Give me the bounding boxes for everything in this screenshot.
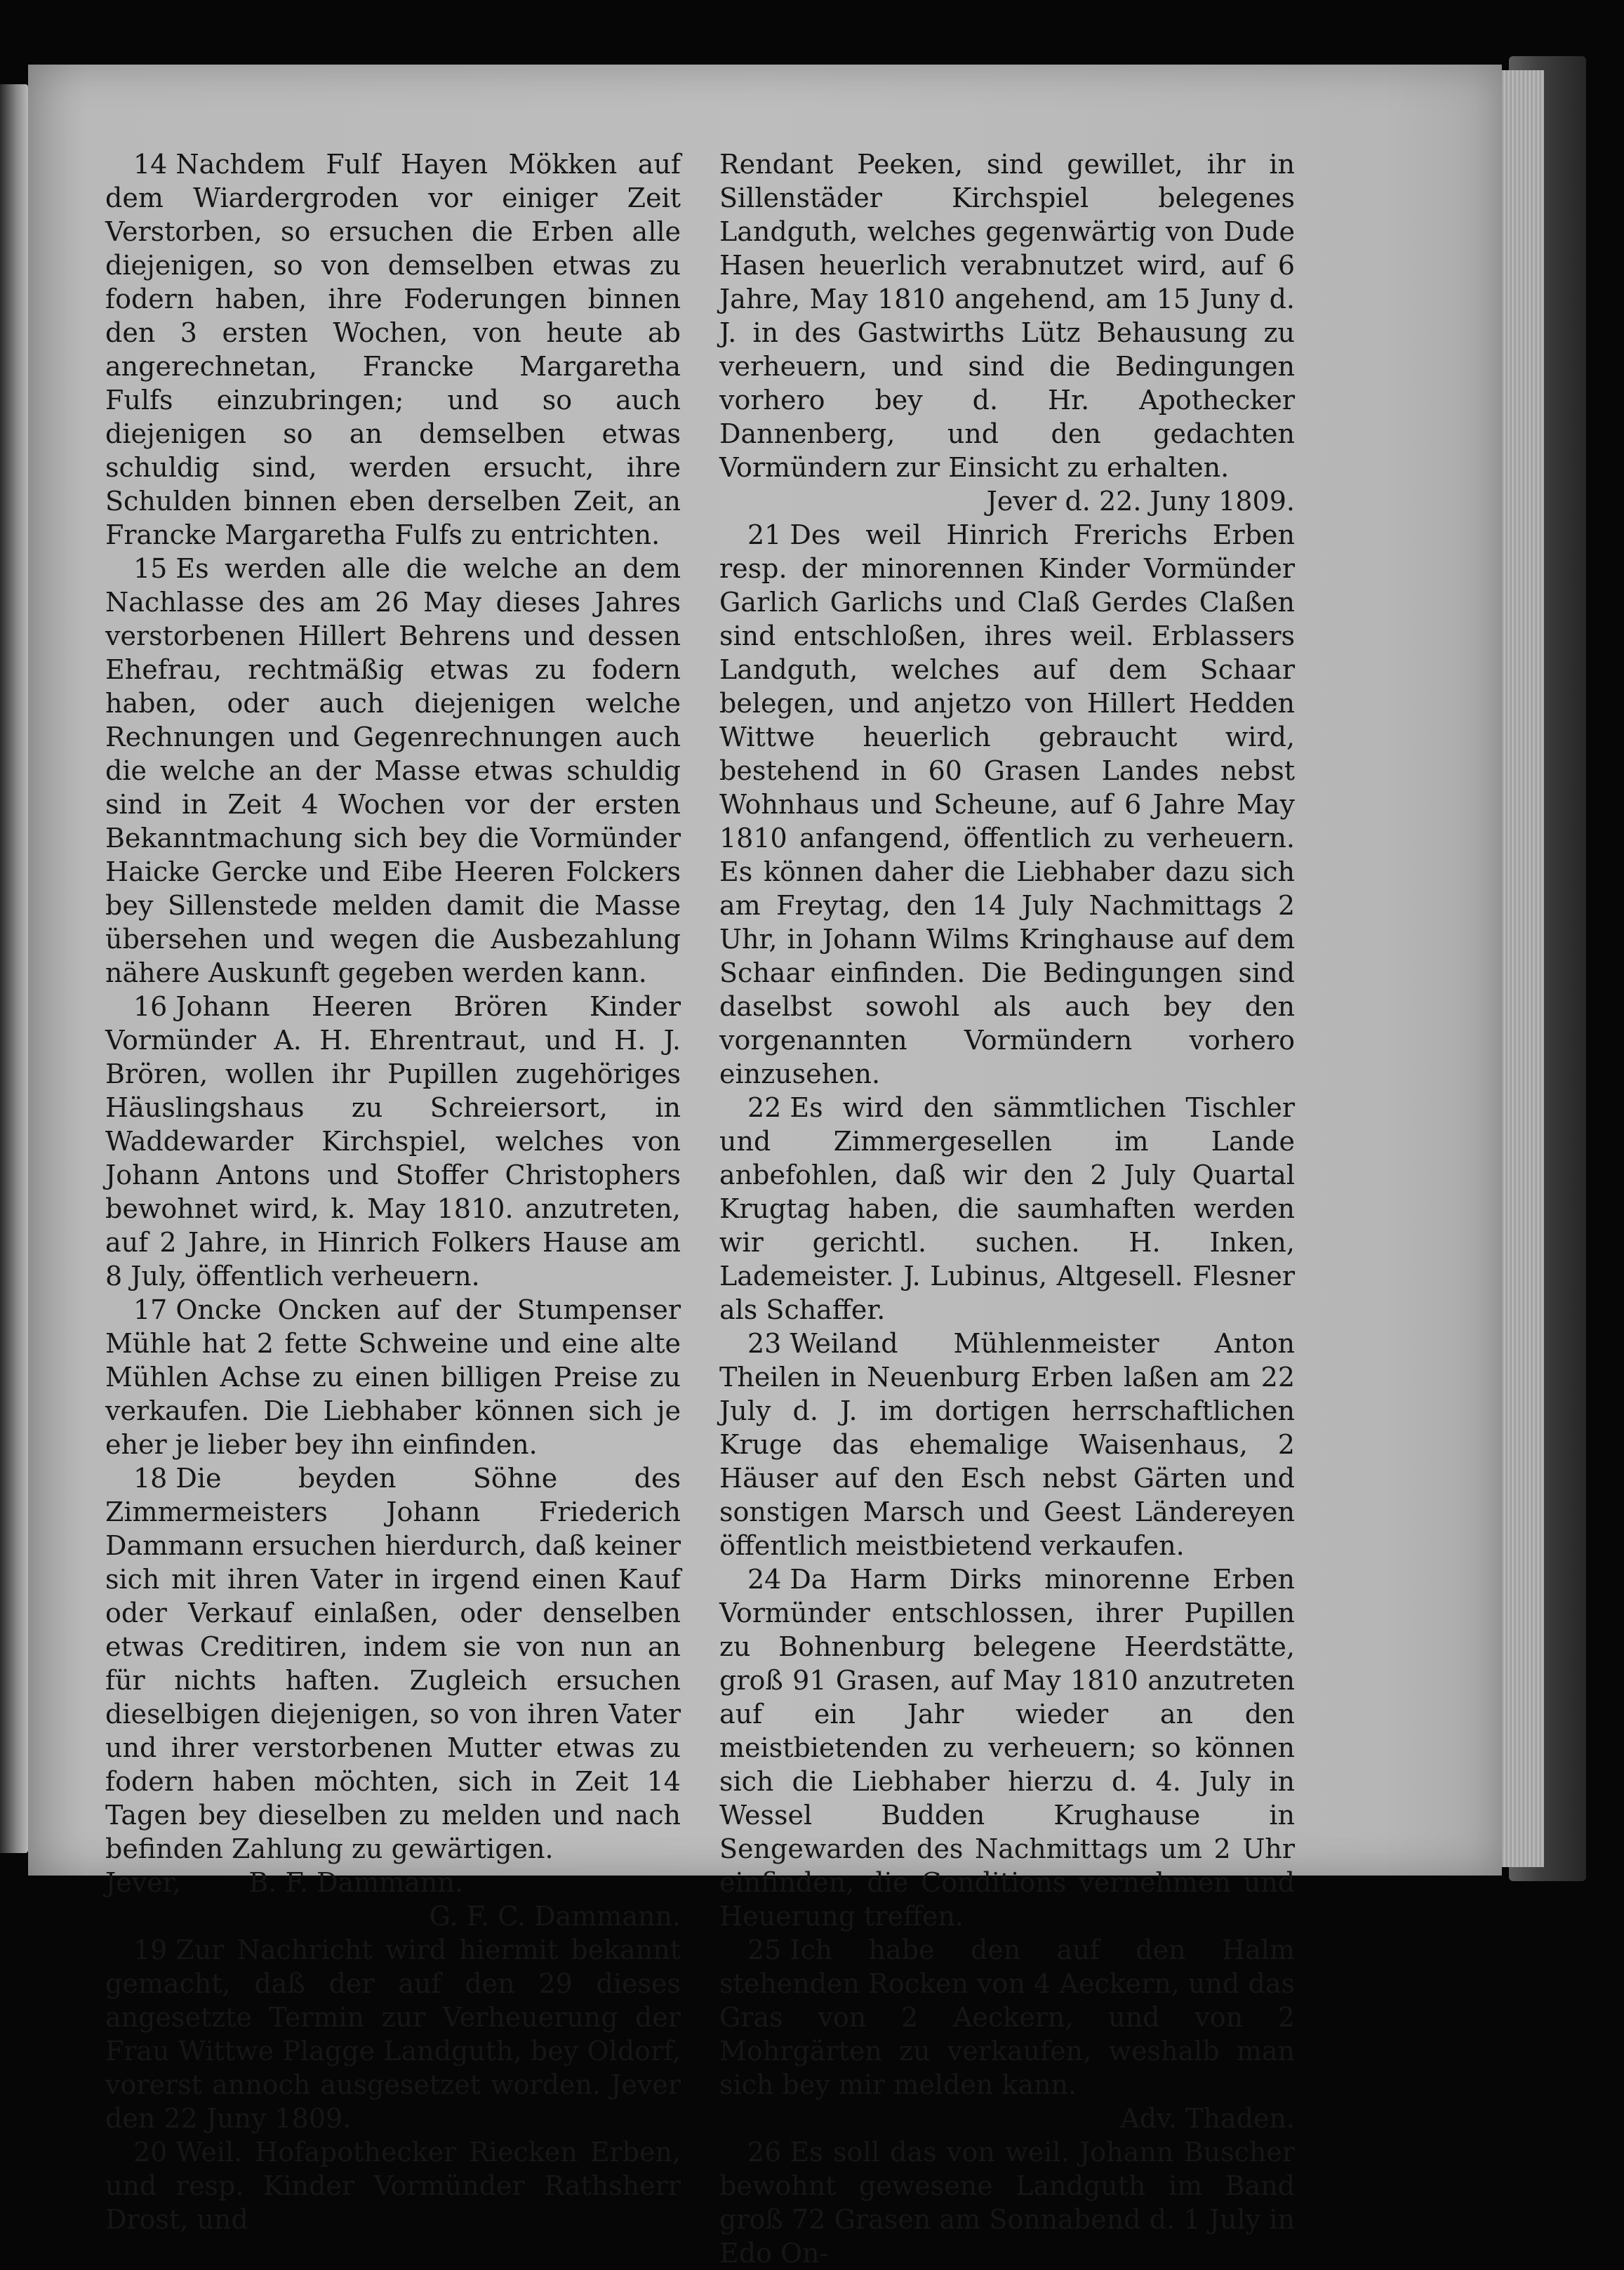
left-column [105, 147, 681, 2236]
notice-number: 22 [747, 1092, 782, 1123]
notice-signature-line [105, 1866, 681, 1899]
notice-20-continued [719, 147, 1295, 518]
notice-14 [105, 147, 681, 552]
notice-text: Oncke Oncken auf der Stumpenser Mühle hat 2 fette Schweine und eine alte Mühlen Achse zu einen billigen Preise zu verkaufen. Die Liebhaber können sich je eher je lieber bey ihn einfinden. [105, 1294, 681, 1460]
notice-number: 26 [747, 2137, 782, 2168]
left-page-edge [0, 84, 28, 1853]
notice-number: 20 [133, 2137, 168, 2168]
notice-text: Die beyden Söhne des Zimmermeisters Johann Friederich Dammann ersuchen hierdurch, daß keiner sich mit ihren Vater in irgend einen Kauf oder Verkauf einlaßen, oder denselben etwas Creditiren, indem sie von nun an für nichts haften. Zugleich ersuchen dieselbigen diejenigen, so von ihren Vater und ihrer verstorbenen Mutter etwas zu fodern haben möchten, sich in Zeit 14 Tagen bey dieselben zu melden und nach befinden Zahlung zu gewärtigen. [105, 1463, 681, 1864]
notice-text: Da Harm Dirks minorenne Erben Vormünder entschlossen, ihrer Pupillen zu Bohnenburg belegene Heerdstätte, groß 91 Grasen, auf May 1810 anzutreten auf ein Jahr wieder an den meistbietenden zu verheuern; so können sich die Liebhaber hierzu d. 4. July in Wessel Budden Krughause in Sengewarden des Nachmittags um 2 Uhr einfinden, die Conditions vernehmen und Heuerung treffen. [719, 1564, 1295, 1932]
notice-place: Jever, [105, 1867, 181, 1898]
notice-text: Zur Nachricht wird hiermit bekannt gemacht, daß der auf den 29 dieses angesetzte Termin zur Verheuerung der Frau Wittwe Plagge Landguth, bey Oldorf, vorerst annoch ausgesetzet worden. [105, 1934, 681, 2100]
right-column [719, 147, 1295, 2270]
notice-25 [719, 1933, 1295, 2135]
notice-23 [719, 1327, 1295, 1562]
notice-number: 16 [133, 991, 168, 1022]
notice-16 [105, 990, 681, 1293]
notice-signatures: H. Inken, Lademeister. J. Lubinus, Altgesell. Flesner als Schaffer. [719, 1227, 1295, 1325]
notice-number: 14 [133, 149, 168, 180]
notice-signature: G. F. C. Dammann. [429, 1901, 681, 1932]
notice-date: Jever d. 22. Juny 1809. [986, 486, 1295, 517]
notice-22 [719, 1091, 1295, 1327]
notice-text: Nachdem Fulf Hayen Mökken auf dem Wiardergroden vor einiger Zeit Verstorben, so ersuchen die Erben alle diejenigen, so von demselben etwas zu fodern haben, ihre Foderungen binnen den 3 ersten Wochen, von heute ab angerechnetan, Francke Margaretha Fulfs einzubringen; und so auch diejenigen so an demselben etwas schuldig sind, werden ersucht, ihre Schulden binnen eben derselben Zeit, an Francke Margaretha Fulfs zu entrichten. [105, 149, 681, 550]
notice-text: Weiland Mühlenmeister Anton Theilen in Neuenburg Erben laßen am 22 July d. J. im dortigen herrschaftlichen Kruge das ehemalige Waisenhaus, 2 Häuser auf den Esch nebst Gärten und sonstigen Marsch und Geest Ländereyen öffentlich meistbietend verkaufen. [719, 1328, 1295, 1561]
notice-number: 17 [133, 1294, 168, 1325]
notice-15 [105, 552, 681, 990]
notice-signature: Adv. Thaden. [1120, 2103, 1295, 2134]
notice-number: 23 [747, 1328, 782, 1359]
notice-number: 21 [747, 519, 782, 550]
notice-20 [105, 2135, 681, 2236]
notice-number: 25 [747, 1934, 782, 1965]
notice-text: Es wird den sämmtlichen Tischler und Zimmergesellen im Lande anbefohlen, daß wir den 2 July Quartal Krugtag haben, die saumhaften werden wir gerichtl. suchen. [719, 1092, 1295, 1258]
notice-number: 24 [747, 1564, 782, 1595]
notice-text: Rendant Peeken, sind gewillet, ihr in Sillenstäder Kirchspiel belegenes Landguth, welches gegenwärtig von Dude Hasen heuerlich verabnutzet wird, auf 6 Jahre, May 1810 angehend, am 15 Juny d. J. in des Gastwirths Lütz Behausung zu verheuern, und sind die Bedingungen vorhero bey d. Hr. Apothecker Dannenberg, und den gedachten Vormündern zur Einsicht zu erhalten. [719, 149, 1295, 483]
notice-text: Johann Heeren Brören Kinder Vormünder A. H. Ehrentraut, und H. J. Brören, wollen ihr Pupillen zugehöriges Häuslingshaus zu Schreiersort, in Waddewarder Kirchspiel, welches von Johann Antons und Stoffer Christophers bewohnet wird, k. May 1810. anzutreten, auf 2 Jahre, in Hinrich Folkers Hause am 8 July, öffentlich verheuern. [105, 991, 681, 1292]
notice-date: Jever den 22 Juny 1809. [105, 2069, 681, 2134]
notice-text: Des weil Hinrich Frerichs Erben resp. der minorennen Kinder Vormünder Garlich Garlichs und Claß Gerdes Claßen sind entschloßen, ihres weil. Erblassers Landguth, welches auf dem Schaar belegen, und anjetzo von Hillert Hedden Wittwe heuerlich gebraucht wird, bestehend in 60 Grasen Landes nebst Wohnhaus und Scheune, auf 6 Jahre May 1810 anfangend, öffentlich zu verheuern. Es können daher die Liebhaber dazu sich am Freytag, den 14 July Nachmittags 2 Uhr, in Johann Wilms Kringhause auf dem Schaar einfinden. Die Bedingungen sind daselbst sowohl als auch bey den vorgenannten Vormündern vorhero einzusehen. [719, 519, 1295, 1089]
notice-17 [105, 1293, 681, 1461]
notice-text: Es soll das von weil. Johann Buscher bewohnt gewesene Landguth im Band groß 72 Grasen am Sonnabend d. 1 July in Edo On- [719, 2137, 1295, 2269]
notice-text: Weil. Hofapothecker Riecken Erben, und resp. Kinder Vormünder Rathsherr Drost, und [105, 2137, 681, 2235]
notice-text: Ich habe den auf den Halm stehenden Rocken von 4 Aeckern, und das Gras von 2 Aeckern, und von 2 Mohrgärten zu verkaufen, weshalb man sich bey mir melden kann. [719, 1934, 1295, 2100]
notice-number: 18 [133, 1463, 168, 1494]
notice-24 [719, 1562, 1295, 1933]
notice-text: Es werden alle die welche an dem Nachlasse des am 26 May dieses Jahres verstorbenen Hillert Behrens und dessen Ehefrau, rechtmäßig etwas zu fodern haben, oder auch diejenigen welche Rechnungen und Gegenrechnungen auch die welche an der Masse etwas schuldig sind in Zeit 4 Wochen vor der ersten Bekanntmachung sich bey die Vormünder Haicke Gercke und Eibe Heeren Folckers bey Sillenstede melden damit die Masse übersehen und wegen die Ausbezahlung nähere Auskunft gegeben werden kann. [105, 553, 681, 988]
notice-number: 19 [133, 1934, 168, 1965]
notice-19 [105, 1933, 681, 2135]
notice-number: 15 [133, 553, 168, 584]
notice-26 [719, 2135, 1295, 2270]
notice-signature: B. F. Dammann. [248, 1867, 463, 1898]
notice-18 [105, 1461, 681, 1933]
notice-21 [719, 518, 1295, 1091]
